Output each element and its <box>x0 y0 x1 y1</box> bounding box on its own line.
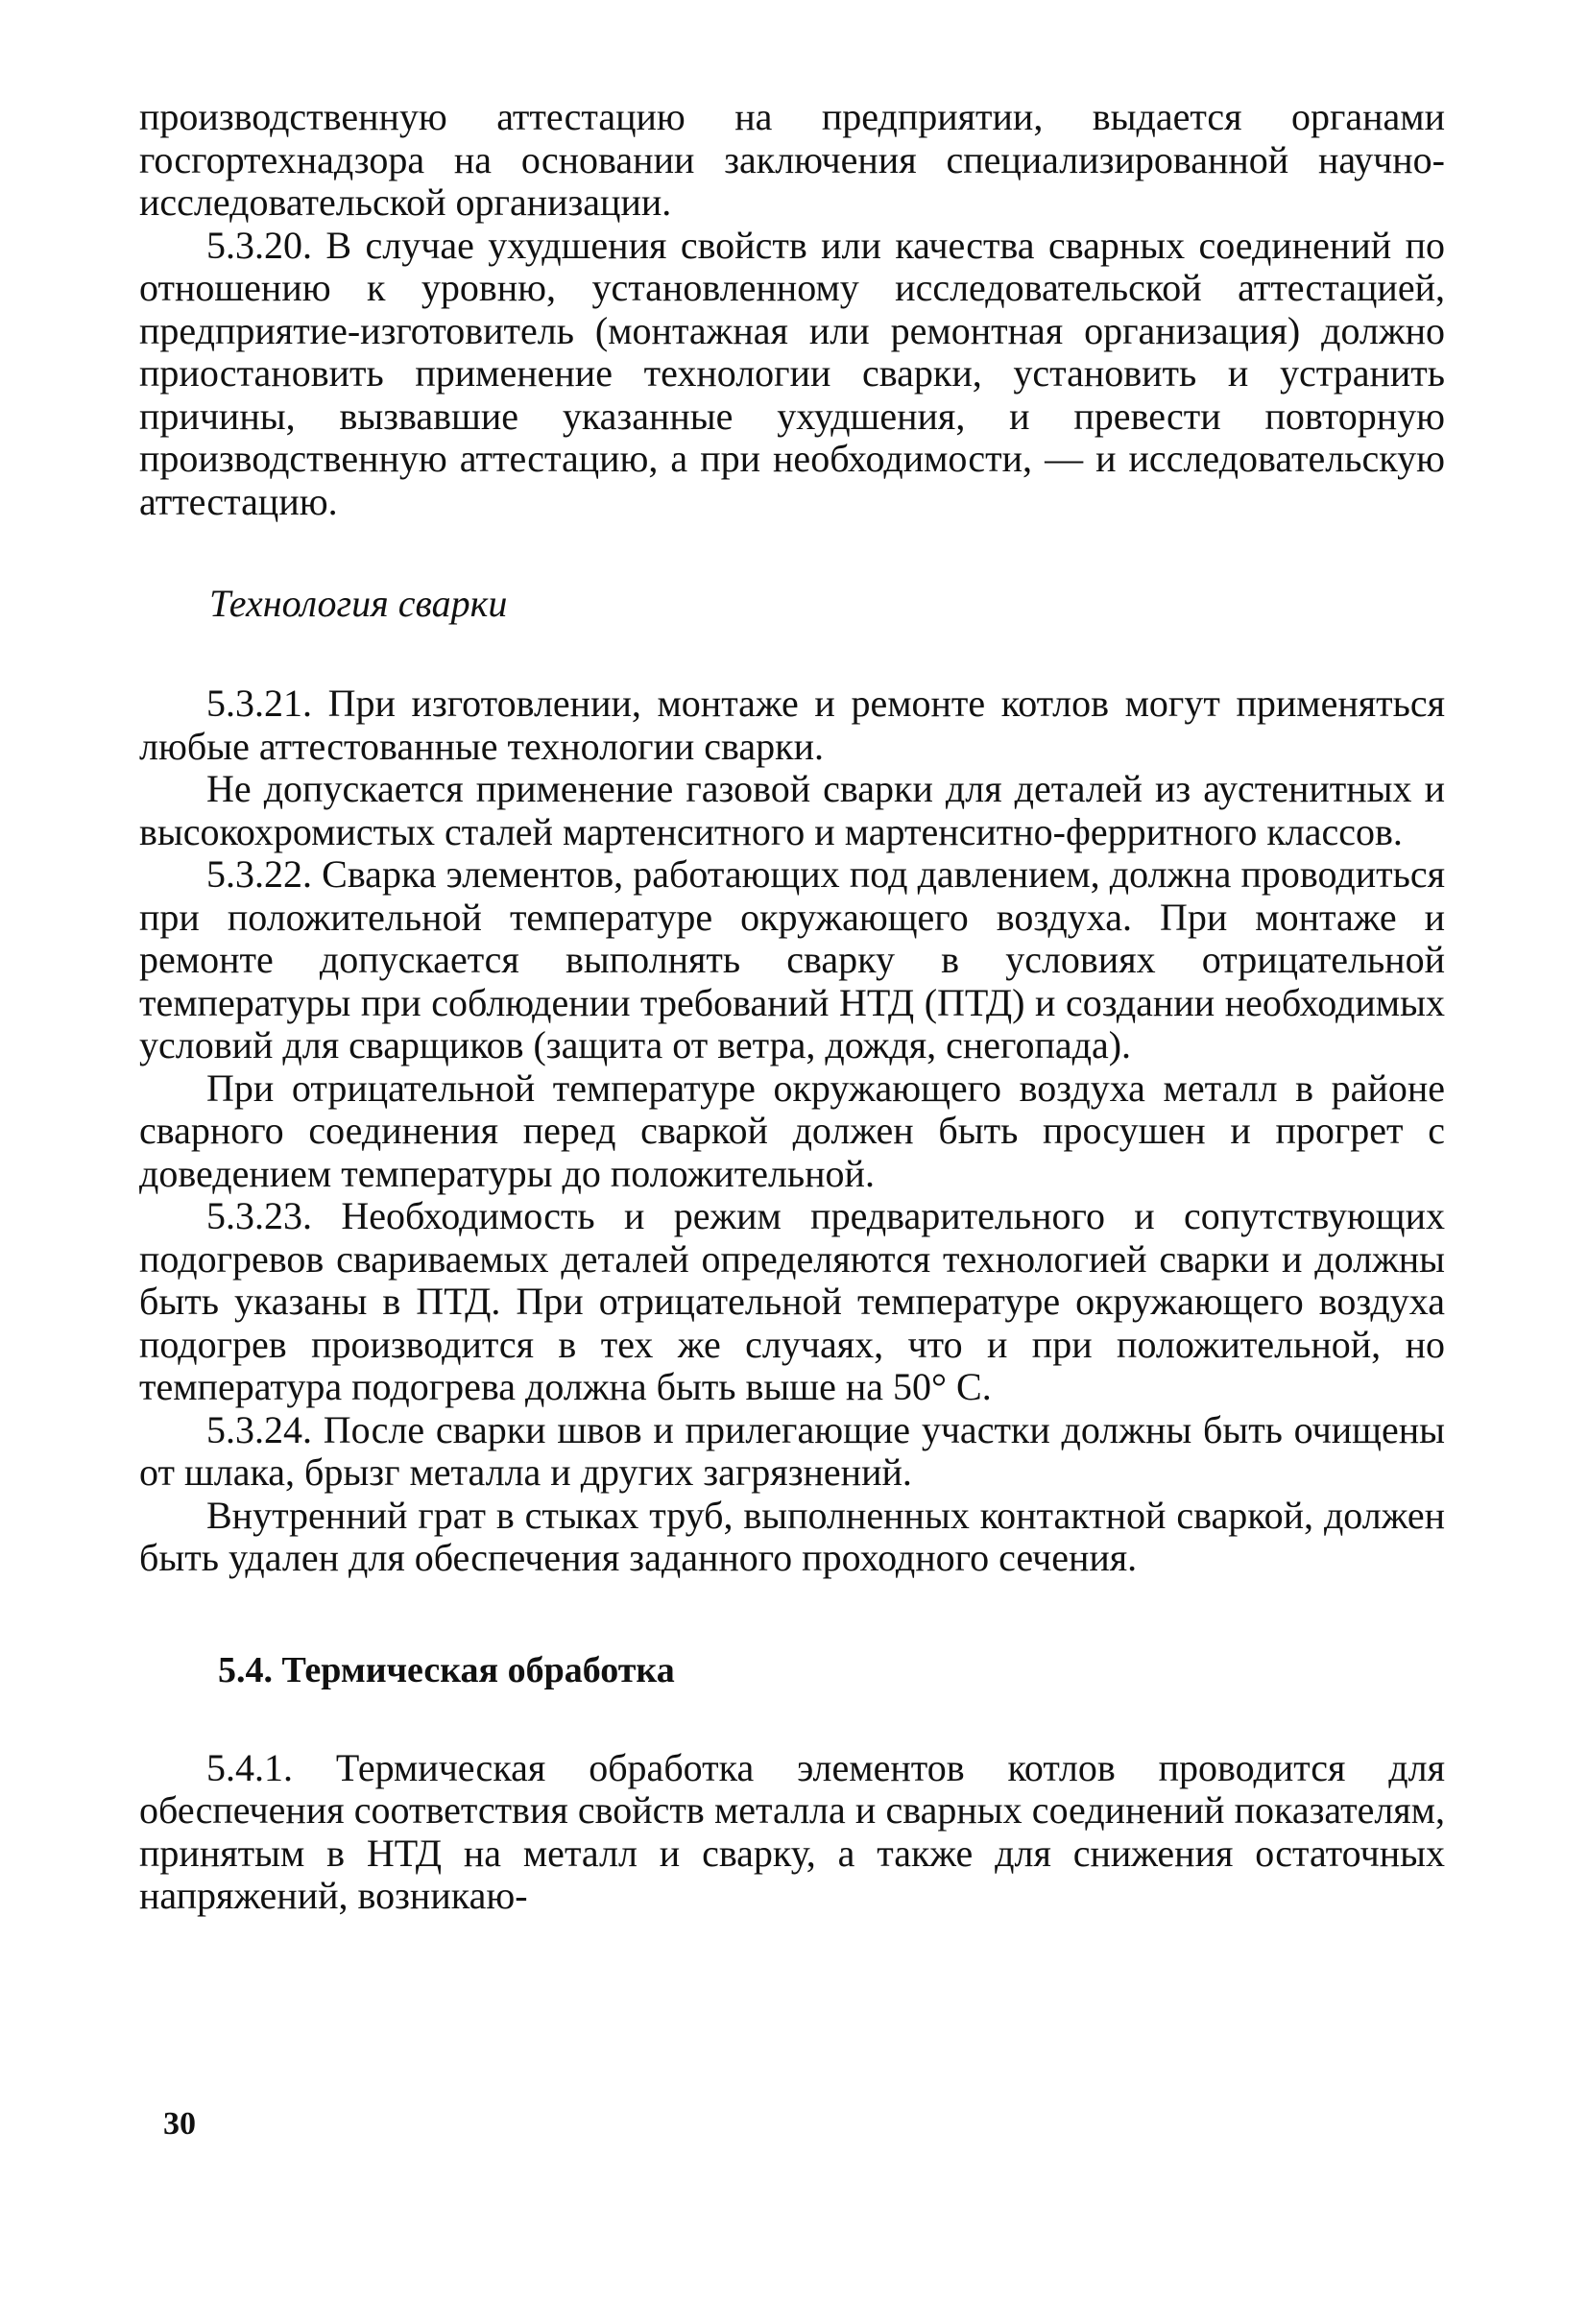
paragraph-5-3-21: 5.3.21. При изготовлении, монтаже и ремонте котлов могут применяться любые аттестованные технологии сварки. <box>139 682 1445 768</box>
section-heading-welding-technology: Технология сварки <box>209 582 508 625</box>
page-number: 30 <box>163 2106 196 2142</box>
paragraph-5-3-22: 5.3.22. Сварка элементов, работающих под давлением, должна проводиться при положительной температуре окружающего воздуха. При монтаже и ремонте допускается выполнять сварку в условиях отрицательной температуры при соблюдении требований НТД (ПТД) и создании необходимых условий для сварщиков (защита от ветра, дождя, снегопада). <box>139 852 1445 1066</box>
paragraph-attestation-continuation: производственную аттестацию на предприятии, выдается органами госгортехнадзора на основании заключения специализированной научно-исследовательской организации. <box>139 95 1445 224</box>
paragraph-gas-welding-restriction: Не допускается применение газовой сварки для деталей из аустенитных и высокохромистых сталей мартенситного и мартенситно-ферритного классов. <box>139 767 1445 853</box>
paragraph-negative-temperature: При отрицательной температуре окружающего воздуха металл в районе сварного соединения перед сваркой должен быть просушен и прогрет с доведением температуры до положительной. <box>139 1066 1445 1195</box>
chapter-heading-heat-treatment: 5.4. Термическая обработка <box>218 1649 675 1690</box>
paragraph-5-4-1: 5.4.1. Термическая обработка элементов котлов проводится для обеспечения соответствия свойств металла и сварных соединений показателям, принятым в НТД на металл и сварку, а также для снижения остаточных напряжений, возникаю- <box>139 1745 1445 1917</box>
paragraph-5-3-23: 5.3.23. Необходимость и режим предварительного и сопутствующих подогревов свариваемых деталей определяются технологией сварки и должны быть указаны в ПТД. При отрицательной температуре окружающего воздуха подогрев производится в тех же случаях, что и при положительной, но температура подогрева должна быть выше на 50° С. <box>139 1194 1445 1408</box>
paragraph-internal-flash: Внутренний грат в стыках труб, выполненных контактной сваркой, должен быть удален для обеспечения заданного проходного сечения. <box>139 1493 1445 1579</box>
document-page <box>139 96 1445 1918</box>
paragraph-5-3-20: 5.3.20. В случае ухудшения свойств или качества сварных соединений по отношению к уровню, установленному исследовательской аттестацией, предприятие-изготовитель (монтажная или ремонтная организация) должно приостановить применение технологии сварки, установить и устранить причины, вызвавшие указанные ухудшения, и превести повторную производственную аттестацию, а при необходимости, — и исследовательскую аттестацию. <box>139 223 1445 523</box>
paragraph-5-3-24: 5.3.24. После сварки швов и прилегающие участки должны быть очищены от шлака, брызг металла и других загрязнений. <box>139 1407 1445 1494</box>
